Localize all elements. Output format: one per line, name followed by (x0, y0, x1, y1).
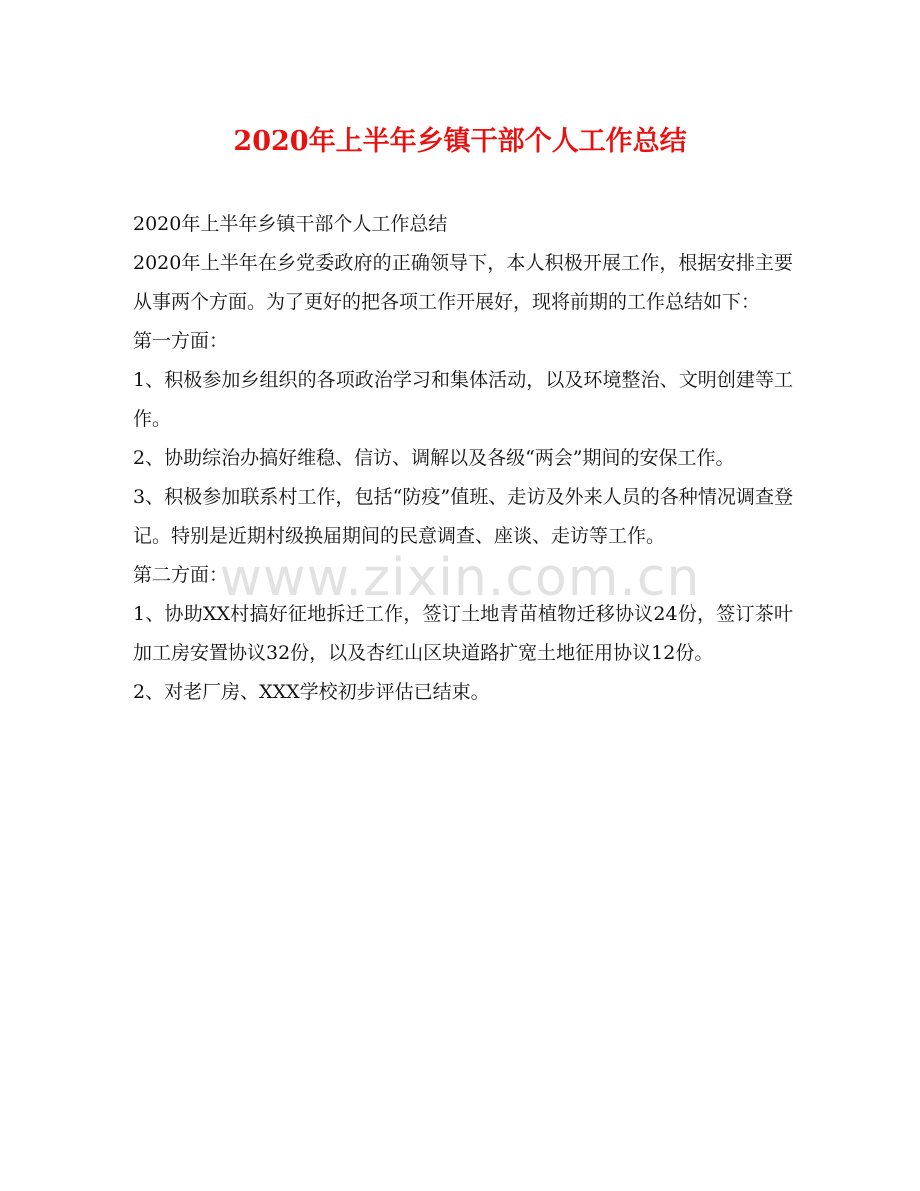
paragraph-item: 2、对老厂房、XXX学校初步评估已结束。 (133, 681, 490, 703)
watermark-text: www.zixin.com.cn (219, 548, 701, 608)
paragraph-intro: 2020年上半年在乡党委政府的正确领导下，本人积极开展工作，根据安排主要从事两个方面。为了更好的把各项工作开展好，现将前期的工作总结如下： (133, 252, 793, 313)
document-body (133, 205, 793, 712)
paragraph-subtitle: 2020年上半年乡镇干部个人工作总结 (133, 213, 448, 235)
section-heading-first: 第一方面： (133, 330, 229, 352)
section-heading-second: 第二方面： (133, 564, 229, 586)
paragraph-item: 2、协助综治办搞好维稳、信访、调解以及各级“两会”期间的安保工作。 (133, 447, 735, 469)
paragraph-item: 1、积极参加乡组织的各项政治学习和集体活动，以及环境整治、文明创建等工作。 (133, 369, 793, 430)
paragraph-item: 1、协助XX村搞好征地拆迁工作，签订土地青苗植物迁移协议24份，签订茶叶加工房安置协议32份，以及杏红山区块道路扩宽土地征用协议12份。 (133, 603, 793, 664)
document-title: 2020年上半年乡镇干部个人工作总结 (233, 126, 687, 157)
paragraph-item: 3、积极参加联系村工作，包括“防疫”值班、走访及外来人员的各种情况调查登记。特别是近期村级换届期间的民意调查、座谈、走访等工作。 (133, 486, 793, 547)
